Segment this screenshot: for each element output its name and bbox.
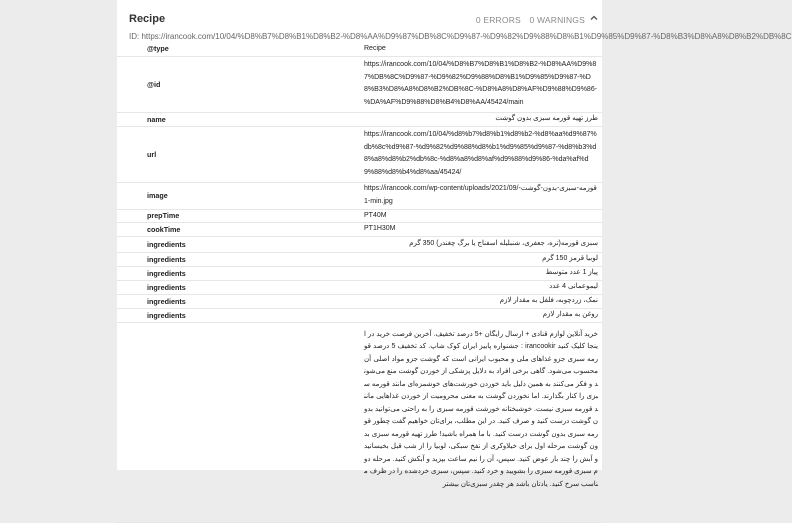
property-key: ingredients xyxy=(117,294,333,308)
property-value: Recipe xyxy=(333,42,602,56)
property-row xyxy=(117,266,602,280)
property-row xyxy=(117,182,602,209)
property-value: نمک، زردچوبه، فلفل به مقدار لازم xyxy=(333,294,602,308)
property-row xyxy=(117,223,602,237)
property-value: PT40M xyxy=(333,209,602,223)
property-value: خرید آنلاین لوازم قنادی + ارسال رایگان +5 درصد تخفیف. آخرین فرصت خرید در اینجا کلیک کنید irancookir : جشنواره پاییز ایران کوک شاپ. کد تخفیف 5 درصد قورمه سبزی جزو غذاهای ملی و محبوب ایرانی است که گوشت جزو مواد اصلی آن محسوب می‌شود. گاهی برخی افراد به دلایل پزشکی از خوردن گوشت منع می‌شوند و فکر می‌کنند به همین دلیل باید خوردن خورشت‌های خوشمزه‌ای مانند قورمه سبزی را کنار بگذارند. اما نخوردن گوشت به معنی محرومیت از خوردن غذاهایی مانند قورمه سبزی نیست. خوشبختانه خورشت قورمه سبزی را به راحتی می‌توانید بدون گوشت درست کنید و صرف کنید. در این مطلب، برای‌تان خواهیم گفت چطور قورمه سبزی بدون گوشت درست کنید. با ما همراه باشید! طرز تهیه قورمه سبزی بدون گوشت مرحله اول برای خیلاوکری از نفخ سبکی، لوبیا را از شب قبل بخیسانید و آبش را چند بار عوض کنید. سپس، آن را نیم ساعت بپزید و آبکش کنید. مرحله دوم سبزی قورمه سبزی را بشویید و خرد کنید. سپس، سبزی خردشده را در ظرف مناسب سرخ کنید. یادتان باشد هر چقدر سبزی‌تان بیشتر xyxy=(333,322,602,522)
property-value: طرز تهیه قورمه سبزی بدون گوشت xyxy=(333,112,602,126)
property-key: name xyxy=(117,112,333,126)
property-key: url xyxy=(117,126,333,182)
property-key: ingredients xyxy=(117,280,333,294)
property-row xyxy=(117,294,602,308)
item-type-title: Recipe xyxy=(129,13,166,25)
property-row xyxy=(117,126,602,182)
property-value: لوبیا قرمز 150 گرم xyxy=(333,252,602,266)
errors-count: 0 ERRORS xyxy=(475,15,521,25)
property-key: ingredients xyxy=(117,236,333,252)
property-key: ingredients xyxy=(117,308,333,322)
property-key: image xyxy=(117,182,333,209)
property-value: https://irancook.com/wp-content/uploads/2021/09/قورمه-سبزی-بدون-گوشت-1-min.jpg xyxy=(333,182,602,209)
item-id: ID: https://irancook.com/10/04/%D8%B7%D8%B1%D8%B2-%D8%AA%D9%87%DB%8C%D9%87-%D9%82%D9%88%D8%B1%D9%85%D9%87-%D8%B3%D8%A8%D8%B2%DB%8C xyxy=(129,32,792,41)
property-value: سبزی قورمه(تره، جعفری، شنبلیله اسفناج یا برگ چغندر) 350 گرم xyxy=(333,236,602,252)
property-value: پیاز 1 عدد متوسط xyxy=(333,266,602,280)
chevron-up-icon[interactable] xyxy=(589,13,599,26)
property-row xyxy=(117,236,602,252)
property-row xyxy=(117,56,602,112)
properties-table xyxy=(117,42,602,523)
property-key: @id xyxy=(117,56,333,112)
property-row xyxy=(117,322,602,522)
property-key: prepTime xyxy=(117,209,333,223)
card-header[interactable] xyxy=(129,13,599,33)
property-value: https://irancook.com/10/04/%D8%B7%D8%B1%D8%B2-%D8%AA%D9%87%DB%8C%D9%87-%D9%82%D9%88%D8%B1%D9%85%D9%87-%D8%B3%D8%A8%D8%B2%DB%8C-%D8%A8%D8%AF%D9%88%D9%86-%DA%AF%D9%88%D8%B4%D8%AA/45424/main xyxy=(333,56,602,112)
property-row xyxy=(117,308,602,322)
property-value: روغن به مقدار لازم xyxy=(333,308,602,322)
property-key xyxy=(117,322,333,522)
property-key: ingredients xyxy=(117,252,333,266)
property-value: PT1H30M xyxy=(333,223,602,237)
property-row xyxy=(117,252,602,266)
property-row xyxy=(117,112,602,126)
property-row xyxy=(117,280,602,294)
property-key: ingredients xyxy=(117,266,333,280)
property-row xyxy=(117,209,602,223)
property-value: لیموعمانی 4 عدد xyxy=(333,280,602,294)
property-key: @type xyxy=(117,42,333,56)
property-value: https://irancook.com/10/04/%d8%b7%d8%b1%d8%b2-%d8%aa%d9%87%db%8c%d9%87-%d9%82%d9%88%d8%b1%d9%85%d9%87-%d8%b3%d8%a8%d8%b2%db%8c-%d8%a8%d8%af%d9%88%d9%86-%da%af%d9%88%d8%b4%d8%aa/45424/ xyxy=(333,126,602,182)
recipe-result-card xyxy=(117,0,792,488)
property-key: cookTime xyxy=(117,223,333,237)
property-row xyxy=(117,42,602,56)
issue-counts xyxy=(470,15,585,25)
warnings-count: 0 WARNINGS xyxy=(529,15,585,25)
